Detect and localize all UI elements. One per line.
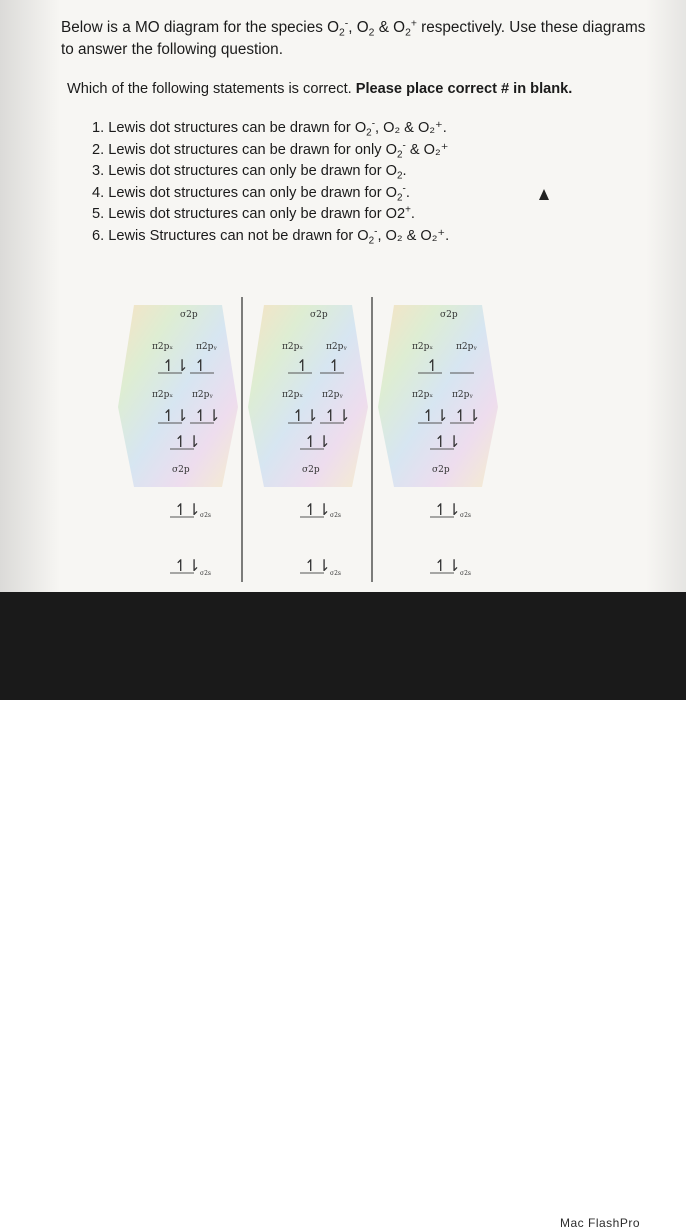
label-sigma2s: σ2s [460,570,471,577]
label-pi-star-x: π2pₓ [282,342,304,352]
label-pi-star-y: π2pᵧ [456,342,477,352]
answer-options [92,118,449,248]
label-sigma2p: σ2p [172,465,190,475]
label-pi-star-x: π2pₓ [152,342,174,352]
label-pi-x: π2pₓ [412,390,434,400]
option-5: 5. Lewis dot structures can only be drawn for O2+. [92,204,415,223]
pi-star-y-electrons: ↿ [328,358,342,375]
label-sigma2s: σ2s [200,570,211,577]
panel-o2 [248,297,372,582]
label-pi-y: π2pᵧ [322,390,343,400]
sigma2p-electrons: ↿⇂ [304,434,331,451]
pi-y-electrons: ↿⇂ [194,408,221,425]
pi-star-x-electrons: ↿ [296,358,310,375]
label-pi-x: π2pₓ [282,390,304,400]
sigma2s-star-electrons: ↿⇂ [174,502,201,519]
mo-diagram-svg [112,287,504,582]
label-pi-y: π2pᵧ [192,390,213,400]
pi-x-electrons: ↿⇂ [422,408,449,425]
option-6: 6. Lewis Structures can not be drawn for $O_2^-$, O₂ & O₂⁺. [92,226,450,247]
label-sigma2s: σ2s [330,570,341,577]
mo-diagrams [112,287,504,587]
screen-bottom-bar [0,592,686,1230]
pi-star-x-electrons: ↿ [426,358,440,375]
sigma2s-electrons: ↿⇂ [304,558,331,575]
label-pi-star-y: π2pᵧ [326,342,347,352]
pi-y-electrons: ↿⇂ [454,408,481,425]
label-sigma2s-star: σ2s [200,512,211,519]
pi-x-electrons: ↿⇂ [162,408,189,425]
label-sigma2s-star: σ2s [330,512,341,519]
sigma2s-electrons: ↿⇂ [174,558,201,575]
option-1: 1. Lewis dot structures can be drawn for $O_2^-$, O₂ & O₂⁺. [92,118,447,139]
label-sigma2s-star: σ2s [460,512,471,519]
watermark-text: Mac FlashPro [560,1216,641,1230]
sigma2p-electrons: ↿⇂ [174,434,201,451]
sigma2s-star-electrons: ↿⇂ [434,502,461,519]
label-sigma2p-star: σ2p [180,310,198,320]
option-3: 3. Lewis dot structures can only be drawn for $O_2$. [92,163,407,182]
panel-o2-minus [118,297,242,582]
label-sigma2p-star: σ2p [440,310,458,320]
sigma2s-electrons: ↿⇂ [434,558,461,575]
label-pi-x: π2pₓ [152,390,174,400]
label-sigma2p-star: σ2p [310,310,328,320]
pi-star-x-electrons: ↿⇂ [162,358,189,375]
label-pi-star-y: π2pᵧ [196,342,217,352]
label-sigma2p: σ2p [432,465,450,475]
intro-paragraph: Below is a MO diagram for the species $O_2^-$, $O_2$ & $O_2^+$ respectively. Use these diagrams to answer the following question. [61,18,646,58]
pi-x-electrons: ↿⇂ [292,408,319,425]
pi-star-y-electrons: ↿ [194,358,208,375]
label-pi-star-x: π2pₓ [412,342,434,352]
question-text: Which of the following statements is correct. Please place correct # in blank. [67,81,573,97]
page-shadow-left [0,0,60,592]
option-4: 4. Lewis dot structures can only be drawn for $O_2^-$. [92,183,410,204]
label-pi-y: π2pᵧ [452,390,473,400]
document-page [0,0,686,592]
sigma2s-star-electrons: ↿⇂ [304,502,331,519]
pi-y-electrons: ↿⇂ [324,408,351,425]
cursor-arrow-icon [539,189,549,200]
option-2: 2. Lewis dot structures can be drawn for only $O_2^-$ & O₂⁺ [92,140,449,161]
label-sigma2p: σ2p [302,465,320,475]
sigma2p-electrons: ↿⇂ [434,434,461,451]
question-instruction: Please place correct # in blank. [355,81,573,97]
panel-o2-plus [378,305,498,577]
